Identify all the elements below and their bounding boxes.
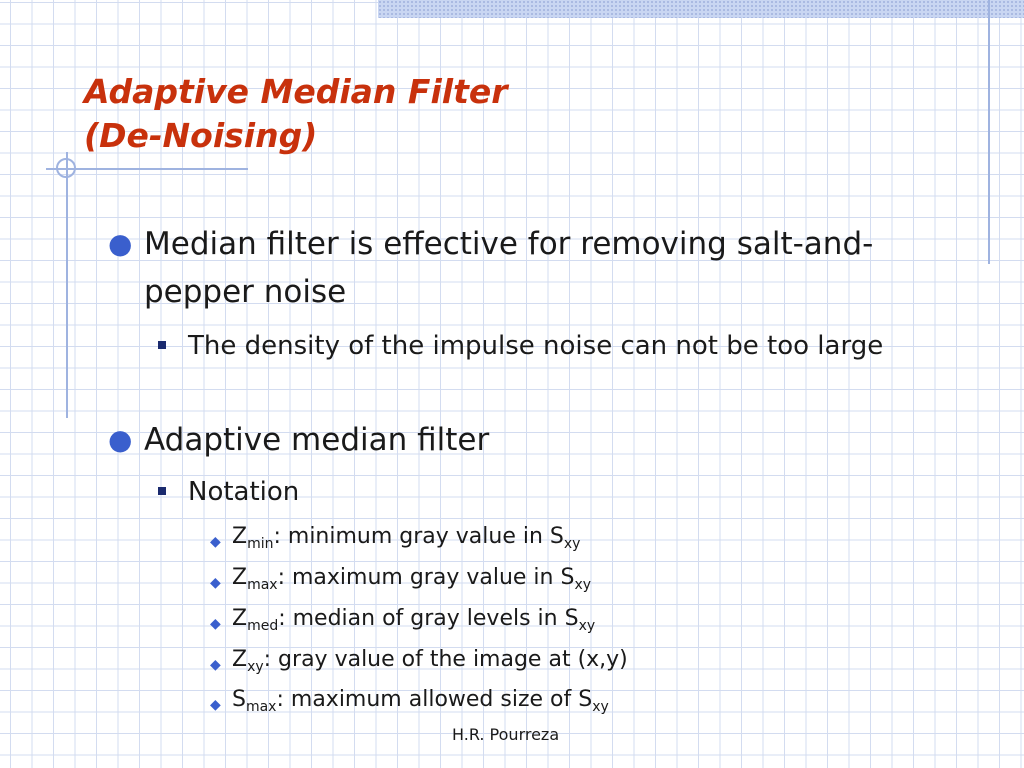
notation-symbol-subscript: max	[247, 577, 278, 593]
notation-description: : maximum gray value in S	[277, 565, 575, 590]
notation-symbol-subscript: min	[247, 536, 274, 552]
notation-symbol: Z	[232, 565, 248, 590]
notation-description-subscript: xy	[592, 699, 609, 715]
notation-item-zmin	[210, 522, 910, 552]
square-bullet-icon	[158, 341, 166, 349]
notation-item-zmax	[210, 563, 910, 593]
slide-title-line-2: (De-Noising)	[84, 116, 318, 155]
round-bullet-icon: ●	[108, 423, 133, 456]
notation-description: : maximum allowed size of S	[276, 687, 593, 712]
slide-footer-author: H.R. Pourreza	[452, 725, 560, 744]
diamond-bullet-icon: ◆	[210, 616, 221, 632]
notation-symbol: Z	[232, 647, 248, 672]
notation-text	[232, 604, 595, 634]
notation-item-smax	[210, 685, 910, 715]
sub-bullet-text: The density of the impulse noise can not be too large	[188, 331, 884, 361]
bullet-text: Median filter is effective for removing salt-and-pepper noise	[144, 226, 874, 310]
notation-description: : gray value of the image at (x,y)	[263, 647, 628, 672]
bullet-text: Adaptive median filter	[144, 422, 490, 458]
notation-text	[232, 685, 609, 715]
notation-description-subscript: xy	[563, 536, 581, 552]
notation-symbol: S	[232, 687, 246, 712]
bullet-median-filter	[108, 220, 918, 316]
notation-text	[232, 563, 591, 593]
sub-bullet-impulse-density	[158, 326, 918, 366]
round-bullet-icon: ●	[108, 227, 133, 260]
sub-bullet-notation	[158, 472, 918, 512]
notation-item-zmed	[210, 604, 910, 634]
notation-description: : minimum gray value in S	[273, 524, 564, 549]
notation-symbol-subscript: xy	[247, 659, 264, 675]
bullet-adaptive-median-filter	[108, 416, 918, 464]
diamond-bullet-icon: ◆	[210, 657, 221, 673]
notation-text	[232, 645, 628, 675]
notation-symbol: Z	[232, 524, 248, 549]
notation-description: : median of gray levels in S	[278, 606, 579, 631]
notation-description-subscript: xy	[578, 618, 596, 634]
notation-text	[232, 522, 580, 552]
diamond-bullet-icon: ◆	[210, 697, 221, 713]
notation-item-zxy	[210, 645, 910, 675]
diamond-bullet-icon: ◆	[210, 534, 221, 550]
slide-title-line-1: Adaptive Median Filter	[84, 72, 508, 111]
notation-symbol: Z	[232, 606, 248, 631]
diamond-bullet-icon: ◆	[210, 575, 221, 591]
square-bullet-icon	[158, 487, 166, 495]
notation-symbol-subscript: med	[247, 618, 279, 634]
notation-symbol-subscript: max	[245, 699, 277, 715]
notation-description-subscript: xy	[574, 577, 592, 593]
sub-bullet-text: Notation	[188, 477, 300, 507]
